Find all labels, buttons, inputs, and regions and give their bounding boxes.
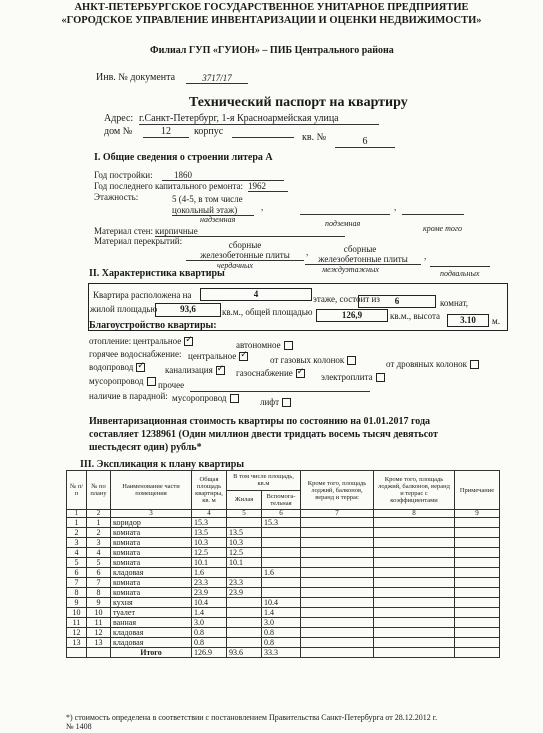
address-label: Адрес: [104,113,134,124]
total-area: 126.9 [192,648,227,658]
amenities-heading: Благоустройство квартиры: [89,320,217,331]
col-header-incl: В том числе площадь, кв.м [227,471,301,491]
ceil-attic-1: сборные [228,240,262,250]
row-total-area: 13.5 [192,528,227,538]
row-total-area: 0.8 [192,638,227,648]
row-name: комната [111,558,192,568]
row-aux-area: 15.3 [262,518,301,528]
sewer-label: канализация [165,365,213,375]
row-number: 6 [67,568,87,578]
row-living-area [227,608,262,618]
apt-value: 6 [335,136,395,148]
row-living-area [227,638,262,648]
row-balcony [301,538,374,548]
table-row [67,558,500,568]
row-number: 12 [67,628,87,638]
row-balcony-coef [374,588,455,598]
valuation-line-3: шестьдесят один) рубль* [89,442,202,453]
row-total-area: 12.5 [192,548,227,558]
total-label: кв.м., общей площадью [222,307,313,317]
rooms-label: комнат, [440,298,469,308]
footnote-line-1: *) стоимость определена в соответствии с постановлением Правительства Санкт-Петербурга от 28.12.2012 г. [66,713,438,722]
row-aux-area: 10.4 [262,598,301,608]
row-plan-number: 11 [87,618,111,628]
ceil-basement-line [430,257,490,267]
row-name: ванная [111,618,192,628]
row-living-area [227,518,262,528]
row-name: комната [111,528,192,538]
year-built-label: Год постройки: [94,170,153,180]
row-total-area: 23.3 [192,578,227,588]
row-name: комната [111,578,192,588]
other-label: прочее [158,380,185,390]
total-balcony-coef [374,648,455,658]
inv-label: Инв. № документа [96,72,176,83]
row-name: туалет [111,608,192,618]
row-note [455,558,500,568]
table-row [67,598,500,608]
lift-checkbox[interactable] [282,398,291,407]
explication-table [66,470,500,658]
row-note [455,598,500,608]
row-balcony-coef [374,538,455,548]
row-name: кладовая [111,638,192,648]
stairs-garbage-checkbox[interactable] [230,394,239,403]
row-balcony [301,588,374,598]
row-aux-area [262,578,301,588]
row-number: 7 [67,578,87,588]
wood-col-label: от дровяных колонок [386,359,468,369]
row-number: 8 [67,588,87,598]
row-note [455,618,500,628]
row-living-area: 23.3 [227,578,262,588]
row-number: 11 [67,618,87,628]
electric-checkbox[interactable] [376,373,385,382]
row-balcony-coef [374,598,455,608]
row-note [455,548,500,558]
apt-label: кв. № [302,132,327,143]
row-note [455,528,500,538]
ceil-sub-inter: междуэтажных [322,265,379,274]
row-aux-area: 0.8 [262,638,301,648]
row-aux-area [262,538,301,548]
row-number: 9 [67,598,87,608]
passport-page: АНКТ-ПЕТЕРБУРГСКОЕ ГОСУДАРСТВЕННОЕ УНИТАРНОЕ ПРЕДПРИЯТИЕ «ГОРОДСКОЕ УПРАВЛЕНИЕ ИНВЕНТАРИЗАЦИИ И ОЦЕНКИ НЕДВИЖИМОСТИ» Филиал ГУП «ГУИОН» – ПИБ Центрального района Инв. № документа 3717/17 Технический паспорт на квартиру Адрес: г.Санкт-Петербург, 1-я Красноармейская улица дом № 12 корпус кв. № 6 I. Общие сведения о строении литера А Год постройки: 1860 Год последнего капитального ремонта: 1962 Этажность: 5 (4-5, в том числе цокольный этаж) , , надземная подземная кроме того Материал стен: кирпичные Материал перекрытий: сборные железобетонные плиты , сборные железобетонные плиты , чердачных междуэтажных подвальных II. Характеристика квартиры Квартира расположена на 4 этаже, состоит из 6 комнат, жилой площадью 93,6 кв.м., общей площадью 126,9 кв.м., высота 3.10 м. Благоустройство квартиры: отопление: центральное✓ автономное горячее водоснабжение: центральное✓ от газовых колонок от дровяных колонок водопровод✓ канализация✓ газоснабжение✓ электроплита мусоропровод прочее наличие в парадной: мусоропровод лифт Инвентаризационная стоимость квартиры по состоянию на 01.01.2017 года составляет 1238961 (Один миллион двести тридцать восемь тысяч девятьсот шестьдесят один) рубль* III. Экспликация к плану квартиры № п/п № по плану Наименование части помещения Общая площадь квартиры, кв. м В том числе площадь, кв.м Кроме того, площадь лоджий, балконов, веранд и террас Кроме того, площадь лоджий, балконов, веранд и террас с коэффициентами Примечание Жилая Вспомога-тельная 1 2 3 4 5 6 7 8 9 1 1 коридор 15.3 15.3 2 2 комната 13.5 13.5 3 3 комната 10.3 10.3 4 4 комната 12.5 12.5 5 5 комната 10.1 10.1 6 6 кладовая 1.6 1.6 7 7 комната 23.3 23.3 8 8 комната 23.9 23.9 9 9 кухня 10.4 10.4 10 10 туалет 1.4 1.4 11 11 ванная 3.0 3.0 12 12 кладовая 0.8 0.8 13 13 кладовая 0.8 0.8 Итого 126.9 93.6 33.3 *) стоимость определена в соответствии с постановлением Правительства Санкт-Петербурга от 28.12.2012 г. № 1408 [0,0,543,733]
table-row [67,528,500,538]
row-total-area: 1.6 [192,568,227,578]
row-total-area: 23.9 [192,588,227,598]
gas-col-checkbox[interactable] [347,356,356,365]
row-total-area: 10.4 [192,598,227,608]
row-living-area: 12.5 [227,548,262,558]
row-plan-number: 13 [87,638,111,648]
total-empty [87,648,111,658]
ceil-attic-2: железобетонные плиты [186,250,304,261]
col-number: 8 [374,510,455,518]
row-balcony [301,568,374,578]
last-repair-value: 1962 [248,181,288,192]
table-row [67,588,500,598]
row-balcony [301,578,374,588]
central-hot-checkbox[interactable] [239,352,248,361]
row-number: 5 [67,558,87,568]
page-title: Технический паспорт на квартиру [189,95,408,110]
row-plan-number: 3 [87,538,111,548]
gas-checkbox[interactable] [296,369,305,378]
row-name: кладовая [111,568,192,578]
electric-label: электроплита [321,372,373,382]
row-plan-number: 2 [87,528,111,538]
valuation-line-2: составляет 1238961 (Один миллион двести тридцать восемь тысяч девятьсот [89,429,438,440]
row-number: 2 [67,528,87,538]
row-plan-number: 12 [87,628,111,638]
table-row [67,618,500,628]
row-note [455,568,500,578]
table-row [67,608,500,618]
height-value: 3.10 [447,314,489,327]
table-row [67,578,500,588]
row-balcony-coef [374,518,455,528]
col-header-num: № п/п [67,471,87,510]
total-balcony [301,648,374,658]
row-balcony-coef [374,548,455,558]
wood-col-checkbox[interactable] [470,360,479,369]
row-living-area [227,628,262,638]
row-balcony-coef [374,578,455,588]
total-label: Итого [111,648,192,658]
col-number: 2 [87,510,111,518]
row-total-area: 10.1 [192,558,227,568]
floors-value-1: 5 (4-5, в том числе [172,194,243,204]
row-number: 13 [67,638,87,648]
floors-extra-line [402,205,464,215]
floors-sub-below: подземная [325,219,361,228]
gas-label: газоснабжение [236,368,293,378]
row-plan-number: 8 [87,588,111,598]
total-note [455,648,500,658]
row-plan-number: 10 [87,608,111,618]
korpus-value-line [232,126,294,138]
row-note [455,538,500,548]
col-number: 5 [227,510,262,518]
row-living-area [227,618,262,628]
col-number: 7 [301,510,374,518]
row-aux-area [262,588,301,598]
row-plan-number: 5 [87,558,111,568]
ceil-inter-2: железобетонные плиты [305,254,421,265]
row-name: коридор [111,518,192,528]
section2-heading: II. Характеристика квартиры [89,268,225,279]
row-balcony [301,618,374,628]
col-header-aux: Вспомога-тельная [262,490,301,510]
row-name: комната [111,548,192,558]
branch-name: Филиал ГУП «ГУИОН» – ПИБ Центрального района [150,45,394,56]
year-built-value: 1860 [162,170,284,181]
height-unit: м. [492,316,500,326]
central-hot-label: центральное [188,351,237,361]
row-total-area: 10.3 [192,538,227,548]
row-balcony [301,548,374,558]
row-balcony [301,608,374,618]
central-heating-label: центральное [133,336,182,346]
row-balcony-coef [374,638,455,648]
garbage-label: мусоропровод [89,376,144,386]
row-living-area: 23.9 [227,588,262,598]
total-row [67,648,500,658]
total-aux: 33.3 [262,648,301,658]
floor-label: Квартира расположена на [93,290,192,300]
col-header-balcony: Кроме того, площадь лоджий, балконов, веранд и террас [301,471,374,510]
section3-heading: III. Экспликация к плану квартиры [80,459,245,470]
floor-mid-label: этаже, состоит из [313,294,380,304]
org-line-2: «ГОРОДСКОЕ УПРАВЛЕНИЕ ИНВЕНТАРИЗАЦИИ И ОЦЕНКИ НЕДВИЖИМОСТИ» [61,15,482,26]
row-total-area: 1.4 [192,608,227,618]
table-row [67,518,500,528]
row-living-area [227,598,262,608]
row-total-area: 0.8 [192,628,227,638]
row-balcony [301,558,374,568]
gas-col-label: от газовых колонок [270,355,345,365]
row-plan-number: 6 [87,568,111,578]
row-balcony [301,518,374,528]
sewer-checkbox[interactable] [216,366,225,375]
row-balcony-coef [374,628,455,638]
row-balcony [301,638,374,648]
row-aux-area [262,558,301,568]
inv-value: 3717/17 [186,73,248,84]
col-header-total: Общая площадь квартиры, кв. м [192,471,227,510]
row-plan-number: 1 [87,518,111,528]
col-header-name: Наименование части помещения [111,471,192,510]
table-row [67,638,500,648]
col-number: 6 [262,510,301,518]
water-label: водопровод [89,362,134,372]
valuation-line-1: Инвентаризационная стоимость квартиры по состоянию на 01.01.2017 года [89,416,431,427]
col-number: 1 [67,510,87,518]
row-plan-number: 4 [87,548,111,558]
ceil-sub-basement: подвальных [440,269,480,278]
row-aux-area: 0.8 [262,628,301,638]
row-aux-area [262,548,301,558]
table-row [67,628,500,638]
heating-label: отопление: [89,336,132,346]
ceil-inter-1: сборные [343,244,377,254]
row-name: комната [111,538,192,548]
ceil-label: Материал перекрытий: [94,236,183,246]
row-plan-number: 9 [87,598,111,608]
living-value: 93,6 [155,303,221,317]
row-note [455,518,500,528]
table-row [67,548,500,558]
row-balcony [301,628,374,638]
autonomous-label: автономное [236,340,281,350]
row-total-area: 3.0 [192,618,227,628]
row-living-area [227,568,262,578]
row-aux-area: 3.0 [262,618,301,628]
address-value: г.Санкт-Петербург, 1-я Красноармейская улица [139,113,379,125]
row-living-area: 10.3 [227,538,262,548]
floors-sub-above: надземная [200,215,236,224]
row-note [455,578,500,588]
floors-value-2: цокольный этаж) [172,205,254,216]
table-row [67,568,500,578]
floors-underground-line [300,205,390,215]
org-line-1: АНКТ-ПЕТЕРБУРГСКОЕ ГОСУДАРСТВЕННОЕ УНИТАРНОЕ ПРЕДПРИЯТИЕ [74,2,469,13]
row-balcony-coef [374,528,455,538]
row-balcony-coef [374,558,455,568]
floors-label: Этажность: [94,192,139,202]
row-note [455,588,500,598]
total-empty [67,648,87,658]
row-total-area: 15.3 [192,518,227,528]
house-value: 12 [143,126,189,138]
col-number: 3 [111,510,192,518]
col-header-note: Примечание [455,471,500,510]
rooms-value: 6 [358,295,436,308]
row-aux-area: 1.4 [262,608,301,618]
section1-heading: I. Общие сведения о строении литера А [94,152,273,163]
stairs-garbage-label: мусоропровод [172,393,227,403]
row-note [455,628,500,638]
row-aux-area: 1.6 [262,568,301,578]
row-balcony [301,598,374,608]
col-header-living: Жилая [227,490,262,510]
table-row [67,538,500,548]
row-aux-area [262,528,301,538]
floor-value: 4 [200,288,312,301]
house-label: дом № [104,126,133,137]
last-repair-label: Год последнего капитального ремонта: [94,181,244,191]
col-header-plan: № по плану [87,471,111,510]
row-balcony-coef [374,608,455,618]
walls-label: Материал стен: [94,226,154,236]
lift-label: лифт [260,397,280,407]
row-living-area: 10.1 [227,558,262,568]
autonomous-checkbox[interactable] [284,341,293,350]
ceil-sub-attic: чердачных [217,261,253,270]
row-number: 3 [67,538,87,548]
col-number: 4 [192,510,227,518]
row-balcony-coef [374,618,455,628]
living-label: жилой площадью [90,304,158,314]
central-heating-checkbox[interactable] [184,337,193,346]
other-line [190,383,370,392]
col-number: 9 [455,510,500,518]
row-name: кладовая [111,628,192,638]
height-label: кв.м., высота [390,311,441,321]
row-balcony-coef [374,568,455,578]
row-number: 4 [67,548,87,558]
row-balcony [301,528,374,538]
total-living: 93.6 [227,648,262,658]
stairs-label: наличие в парадной: [89,391,168,401]
garbage-checkbox[interactable] [147,377,156,386]
floors-sub-extra: кроме того [423,224,462,233]
walls-value: кирпичные [155,226,345,237]
row-living-area: 13.5 [227,528,262,538]
total-value: 126,9 [316,309,388,322]
row-plan-number: 7 [87,578,111,588]
row-name: комната [111,588,192,598]
row-number: 10 [67,608,87,618]
row-number: 1 [67,518,87,528]
row-name: кухня [111,598,192,608]
korpus-label: корпус [194,126,224,137]
col-header-balcony-coef: Кроме того, площадь лоджий, балконов, веранд и террас с коэффициентами [374,471,455,510]
row-note [455,608,500,618]
row-note [455,638,500,648]
footnote-line-2: № 1408 [66,722,92,731]
hot-water-label: горячее водоснабжение: [89,349,182,359]
water-checkbox[interactable] [136,363,145,372]
